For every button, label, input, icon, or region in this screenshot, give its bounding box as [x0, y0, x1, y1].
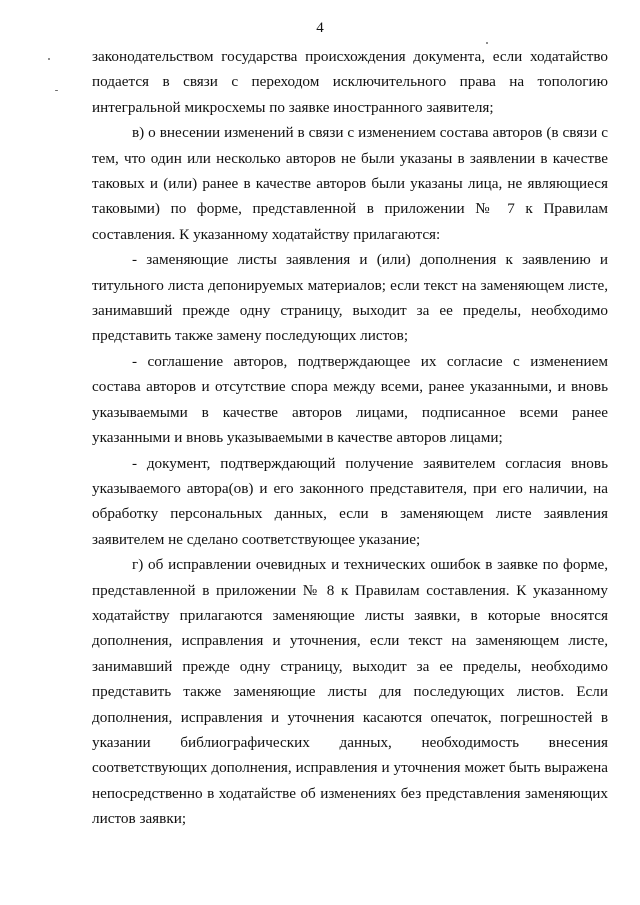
paragraph-bullet-authors-agreement: - соглашение авторов, подтверждающее их согласие с изменением состава авторов и отсутствие спора между всеми, ранее указанными, и вновь указываемыми в качестве авторов лицами, подписанное всеми ранее указанными и вновь указываемыми в качестве авторов лицами;	[92, 352, 608, 447]
paragraph-bullet-replacement-sheets: - заменяющие листы заявления и (или) дополнения к заявлению и титульного листа депонируемых материалов; если текст на заменяющем листе, занимавший прежде одну страницу, выходит за ее пределы, необходимо представить также замену последующих листов;	[92, 251, 608, 345]
paragraph-item-g: г) об исправлении очевидных и технических ошибок в заявке по форме, представленной в приложении № 8 к Правилам составления. К указанному ходатайству прилагаются заменяющие листы заявки, в которые вносятся дополнения, исправления и уточнения, если текст на заменяющем листе, занимавший прежде одну страницу, выходит за ее пределы, необходимо представить также заменяющие листы для последующих листов. Если дополнения, исправления и уточнения касаются опечаток, погрешностей в указании библиографических данных, необходимость внесения соответствующих дополнения, исправления и уточнения может быть выражена непосредственно в ходатайстве об изменениях без представления заменяющих листов заявки;	[92, 556, 608, 828]
paragraph-item-v: в) о внесении изменений в связи с изменением состава авторов (в связи с тем, что один или несколько авторов не были указаны в заявлении в качестве таковых и (или) ранее в качестве авторов были указаны лица, не являющиеся таковыми) по форме, представленной в приложении № 7 к Правилам составления. К указанному ходатайству прилагаются:	[92, 124, 608, 243]
scan-speck	[48, 58, 50, 60]
scan-speck	[55, 90, 58, 91]
page-number: 4	[316, 20, 324, 36]
paragraph-continuation: законодательством государства происхождения документа, если ходатайство подается в связи с переходом исключительного права на топологию интегральной микросхемы по заявке иностранного заявителя;	[92, 48, 608, 116]
paragraph-bullet-consent-document: - документ, подтверждающий получение заявителем согласия вновь указываемого автора(ов) и его законного представителя, при его наличии, на обработку персональных данных, если в заменяющем листе заявления заявителем не сделано соответствующее указание;	[92, 454, 608, 548]
document-body	[92, 44, 608, 832]
